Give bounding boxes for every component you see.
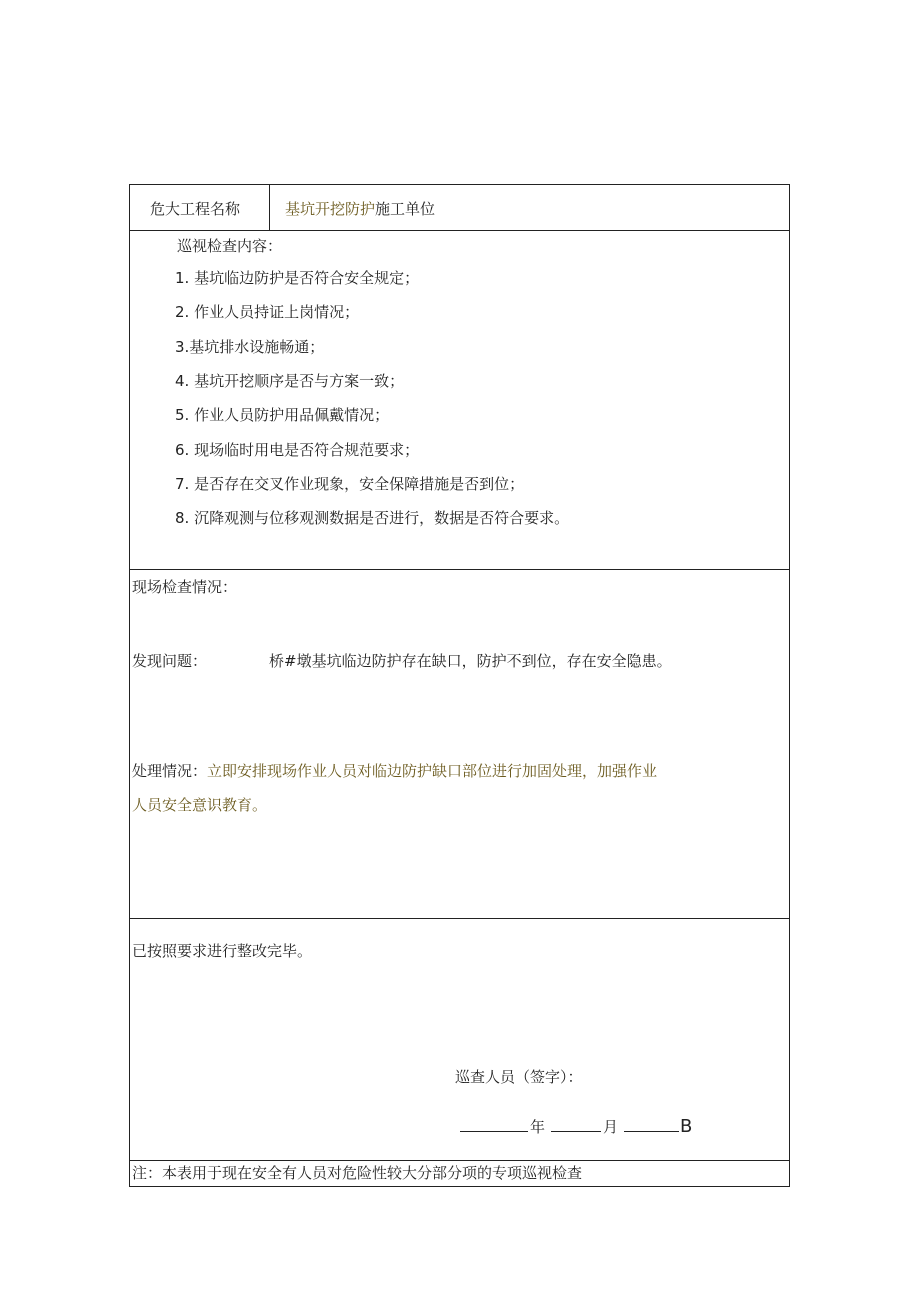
handling-row [132, 761, 657, 781]
rectification-text: 已按照要求进行整改完毕。 [132, 942, 313, 960]
site-bottom-line [130, 918, 789, 919]
inspection-item: 3.基坑排水设施畅通； [175, 338, 325, 356]
inspection-form [129, 184, 790, 1187]
construction-unit-label: 施工单位 [375, 200, 436, 218]
handling-text-line1: 立即安排现场作业人员对临边防护缺口部位进行加固处理，加强作业 [207, 762, 658, 780]
inspection-title: 巡视检查内容： [177, 237, 283, 255]
day-blank[interactable] [624, 1117, 679, 1132]
header-divider [269, 185, 270, 230]
inspection-item: 8. 沉降观测与位移观测数据是否进行，数据是否符合要求。 [175, 509, 570, 527]
month-label: 月 [603, 1118, 619, 1136]
day-label: B [680, 1116, 693, 1137]
handling-text-line2: 人员安全意识教育。 [132, 796, 268, 814]
year-blank[interactable] [460, 1117, 528, 1132]
inspection-item: 4. 基坑开挖顺序是否与方案一致； [175, 372, 405, 390]
month-blank[interactable] [551, 1117, 601, 1132]
footer-note: 注：本表用于现在安全有人员对危险性较大分部分项的专项巡视检查 [132, 1164, 583, 1182]
project-name-label: 危大工程名称 [150, 200, 241, 218]
inspection-item: 5. 作业人员防护用品佩戴情况； [175, 406, 390, 424]
header-bottom-line [130, 230, 789, 231]
signer-label: 巡查人员（签字）： [455, 1068, 583, 1086]
inspection-item: 7. 是否存在交叉作业现象，安全保障措施是否到位； [175, 475, 525, 493]
problem-label: 发现问题： [132, 652, 208, 670]
inspection-bottom-line [130, 569, 789, 570]
site-check-title: 现场检查情况： [132, 578, 238, 596]
rectification-bottom-line [130, 1160, 789, 1161]
year-label: 年 [530, 1118, 546, 1136]
problem-text: 桥#墩基坑临边防护存在缺口，防护不到位，存在安全隐患。 [269, 652, 672, 670]
project-name-value [285, 199, 435, 219]
date-row [460, 1117, 692, 1137]
inspection-item: 2. 作业人员持证上岗情况； [175, 303, 360, 321]
handling-label: 处理情况： [132, 762, 208, 780]
inspection-item: 6. 现场临时用电是否符合规范要求； [175, 441, 420, 459]
project-name: 基坑开挖防护 [285, 200, 376, 218]
inspection-item: 1. 基坑临边防护是否符合安全规定； [175, 269, 420, 287]
